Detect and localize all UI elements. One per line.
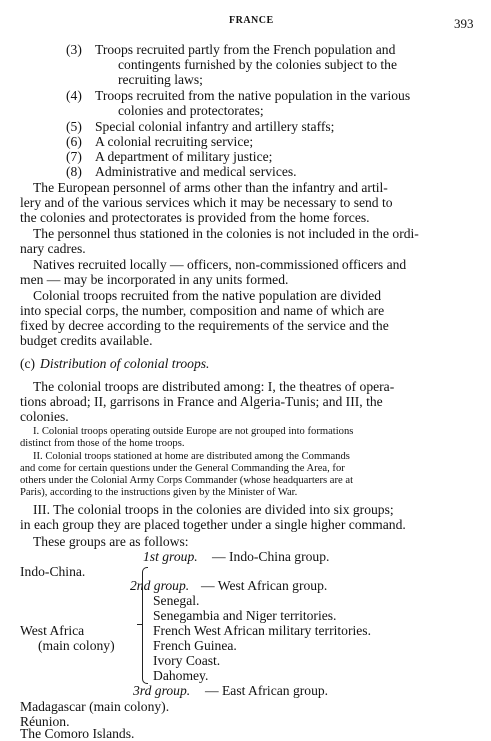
main-colony-label: (main colony) — [38, 638, 115, 653]
note-line: I. Colonial troops operating outside Europe are not grouped into formations — [33, 426, 354, 437]
paragraph-line: The European personnel of arms other than the infantry and artil- — [33, 180, 388, 195]
note-line: II. Colonial troops stationed at home are distributed among the Commands — [33, 451, 350, 462]
brace — [142, 567, 148, 684]
list-item-line: Troops recruited partly from the French population and — [95, 42, 396, 57]
note-line: Paris), according to the instructions given by the Minister of War. — [20, 487, 298, 498]
list-item-line: contingents furnished by the colonies subject to the — [118, 57, 397, 72]
note-line: and come for certain questions under the General Commanding the Area, for — [20, 463, 345, 474]
list-item-line: Administrative and medical services. — [95, 164, 297, 179]
list-item-line: A department of military justice; — [95, 149, 273, 164]
paragraph-line: the colonies and protectorates is provided from the home forces. — [20, 210, 370, 225]
list-number: (3) — [66, 42, 82, 57]
note-line: distinct from those of the home troops. — [20, 438, 185, 449]
colony-entry: French West African military territories. — [153, 623, 371, 638]
paragraph-line: The personnel thus stationed in the colonies is not included in the ordi- — [33, 226, 419, 241]
colony-entry: Indo-China. — [20, 564, 86, 579]
list-number: (4) — [66, 88, 82, 103]
page-number: 393 — [454, 16, 474, 31]
paragraph-line: nary cadres. — [20, 241, 86, 256]
colony-entry: Ivory Coast. — [153, 653, 221, 668]
paragraph-line: men — may be incorporated in any units formed. — [20, 272, 289, 287]
paragraph-line: The colonial troops are distributed among: I, the theatres of opera- — [33, 379, 395, 394]
colony-entry: The Comoro Islands. — [20, 726, 135, 741]
group-ordinal: 1st group. — [143, 549, 198, 564]
list-item-line: Troops recruited from the native population in the various — [95, 88, 411, 103]
list-number: (6) — [66, 134, 82, 149]
paragraph-line: budget credits available. — [20, 333, 153, 348]
paragraph-line: III. The colonial troops in the colonies are divided into six groups; — [33, 502, 394, 517]
paragraph-line: Colonial troops recruited from the native population are divided — [33, 288, 382, 303]
colony-entry: French Guinea. — [153, 638, 237, 653]
section-title: Distribution of colonial troops. — [40, 356, 210, 371]
colony-entry: Senegal. — [153, 593, 200, 608]
main-colony-label: West Africa — [20, 623, 85, 638]
note-line: others under the Colonial Army Corps Commander (whose headquarters are at — [20, 475, 354, 486]
group-name: — West African group. — [201, 578, 328, 593]
colony-entry: Madagascar (main colony). — [20, 699, 170, 714]
paragraph-line: tions abroad; II, garrisons in France and Algeria-Tunis; and III, the — [20, 394, 383, 409]
groups-intro: These groups are as follows: — [33, 534, 189, 549]
list-number: (8) — [66, 164, 82, 179]
group-name: — Indo-China group. — [212, 549, 330, 564]
brace-tip — [137, 624, 142, 625]
paragraph-line: fixed by decree according to the requirements of the service and the — [20, 318, 389, 333]
list-item-line: recruiting laws; — [118, 72, 203, 87]
paragraph-line: colonies. — [20, 409, 69, 424]
group-name: — East African group. — [205, 683, 329, 698]
colony-entry: Dahomey. — [153, 668, 209, 683]
list-item-line: A colonial recruiting service; — [95, 134, 254, 149]
colony-entry: Senegambia and Niger territories. — [153, 608, 337, 623]
paragraph-line: in each group they are placed together under a single higher command. — [20, 517, 406, 532]
group-ordinal: 3rd group. — [133, 683, 191, 698]
running-header: FRANCE — [229, 15, 274, 26]
paragraph-line: lery and of the various services which it may be necessary to send to — [20, 195, 393, 210]
section-label: (c) — [20, 356, 36, 371]
list-number: (7) — [66, 149, 82, 164]
group-ordinal: 2nd group. — [130, 578, 190, 593]
list-item-line: colonies and protectorates; — [118, 103, 264, 118]
list-number: (5) — [66, 119, 82, 134]
colony-entry: Réunion. — [20, 714, 70, 729]
paragraph-line: into special corps, the number, composition and name of which are — [20, 303, 385, 318]
paragraph-line: Natives recruited locally — officers, non-commissioned officers and — [33, 257, 407, 272]
list-item-line: Special colonial infantry and artillery staffs; — [95, 119, 335, 134]
